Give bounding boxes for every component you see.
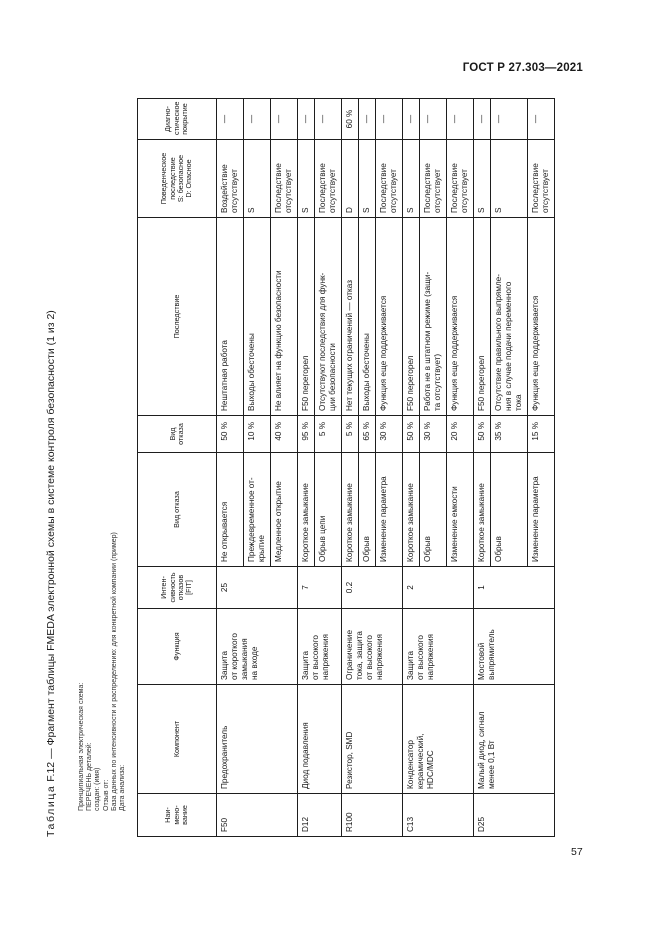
cell-dc: — bbox=[271, 99, 298, 140]
page-number: 57 bbox=[571, 846, 583, 858]
cell-mode: Короткое замыкание bbox=[474, 453, 491, 567]
cell-mode: Изменение емкости bbox=[447, 453, 474, 567]
cell-rate: 7 bbox=[298, 567, 342, 609]
cell-dist: 30 % bbox=[376, 416, 403, 453]
cell-effect: Нет текущих ограничений — отказ bbox=[342, 218, 359, 416]
cell-mode: Короткое замыкание bbox=[298, 453, 315, 567]
cell-name: C13 bbox=[403, 794, 474, 837]
cell-dc: 60 % bbox=[342, 99, 359, 140]
cell-function: Защита от короткого замыкания на входе bbox=[217, 609, 298, 685]
cell-dc: — bbox=[403, 99, 420, 140]
cell-function: Мостовой выпрямитель bbox=[474, 609, 555, 685]
cell-dist: 50 % bbox=[217, 416, 244, 453]
cell-dist: 10 % bbox=[244, 416, 271, 453]
col-header-rate: Интен- сивность отказов [FIT] bbox=[138, 567, 217, 609]
cell-mode: Изменение параметра bbox=[528, 453, 555, 567]
caption-text: — Фрагмент таблицы FMEDA электронной схемы в системе контроля безопасности (1 из 2) bbox=[45, 310, 57, 759]
cell-name: F50 bbox=[217, 794, 298, 837]
table-header-row bbox=[138, 99, 217, 837]
cell-class: D bbox=[342, 140, 359, 218]
cell-effect: Не влияет на функцию безопасности bbox=[271, 218, 298, 416]
col-header-dist: Вид отказа bbox=[138, 416, 217, 453]
cell-dc: — bbox=[447, 99, 474, 140]
table-row bbox=[298, 99, 315, 837]
cell-dist: 35 % bbox=[491, 416, 528, 453]
cell-rate: 2 bbox=[403, 567, 474, 609]
cell-rate: 25 bbox=[217, 567, 298, 609]
col-header-name: Наи- мено- вание bbox=[138, 794, 217, 837]
cell-dist: 50 % bbox=[403, 416, 420, 453]
cell-class: S bbox=[244, 140, 271, 218]
cell-dc: — bbox=[420, 99, 447, 140]
col-header-effect: Последствие bbox=[138, 218, 217, 416]
cell-function: Защита от высокого напряжения bbox=[298, 609, 342, 685]
cell-dc: — bbox=[359, 99, 376, 140]
cell-effect: F50 перегорел bbox=[298, 218, 315, 416]
table-caption bbox=[44, 99, 58, 837]
cell-effect: Выходы обесточены bbox=[359, 218, 376, 416]
cell-dist: 40 % bbox=[271, 416, 298, 453]
cell-dc: — bbox=[474, 99, 491, 140]
cell-component: Конденсатор керамический, HDC/MDC bbox=[403, 685, 474, 794]
cell-rate: 1 bbox=[474, 567, 555, 609]
cell-dc: — bbox=[244, 99, 271, 140]
cell-dc: — bbox=[315, 99, 342, 140]
cell-effect: Выходы обесточены bbox=[244, 218, 271, 416]
cell-dist: 5 % bbox=[342, 416, 359, 453]
cell-class: Воздействие отсутствует bbox=[217, 140, 244, 218]
cell-function: Защита от высокого напряжения bbox=[403, 609, 474, 685]
cell-effect: F50 перегорел bbox=[474, 218, 491, 416]
cell-name: D12 bbox=[298, 794, 342, 837]
cell-mode: Обрыв bbox=[491, 453, 528, 567]
cell-dist: 65 % bbox=[359, 416, 376, 453]
table-body bbox=[217, 99, 555, 837]
meta-line: Принципиальная электрическая схема: bbox=[78, 682, 85, 811]
cell-mode: Короткое замыкание bbox=[342, 453, 359, 567]
cell-mode: Обрыв цепи bbox=[315, 453, 342, 567]
cell-mode: Короткое замыкание bbox=[403, 453, 420, 567]
cell-rate: 0.2 bbox=[342, 567, 403, 609]
cell-effect: Функция еще поддерживается bbox=[528, 218, 555, 416]
cell-class: Последствие отсутствует bbox=[271, 140, 298, 218]
cell-component: Предохранитель bbox=[217, 685, 298, 794]
cell-component: Резистор, SMD bbox=[342, 685, 403, 794]
cell-mode: Обрыв bbox=[420, 453, 447, 567]
cell-effect: Функция еще поддерживается bbox=[447, 218, 474, 416]
cell-dist: 15 % bbox=[528, 416, 555, 453]
cell-mode: Медленное открытие bbox=[271, 453, 298, 567]
cell-name: D25 bbox=[474, 794, 555, 837]
col-header-dc: Диагно- стическое покрытие bbox=[138, 99, 217, 140]
col-header-mode: Вид отказа bbox=[138, 453, 217, 567]
cell-effect: Работа не в штатном режиме (защи- та отсутствует) bbox=[420, 218, 447, 416]
rotated-table-area bbox=[44, 99, 582, 837]
caption-label: Таблица bbox=[45, 784, 57, 837]
cell-class: Последствие отсутствует bbox=[315, 140, 342, 218]
cell-mode: Преждевременное от- крытие bbox=[244, 453, 271, 567]
standard-header: ГОСТ Р 27.303—2021 bbox=[462, 62, 583, 74]
table-row bbox=[342, 99, 359, 837]
cell-component: Малый диод, сигнал менее 0,1 Вт bbox=[474, 685, 555, 794]
fmeda-table bbox=[137, 98, 555, 837]
cell-dist: 50 % bbox=[474, 416, 491, 453]
cell-dist: 20 % bbox=[447, 416, 474, 453]
cell-name: R100 bbox=[342, 794, 403, 837]
cell-class: Последствие отсутствует bbox=[376, 140, 403, 218]
cell-class: S bbox=[403, 140, 420, 218]
table-row bbox=[217, 99, 244, 837]
meta-line: Дата анализа: bbox=[119, 764, 127, 811]
cell-function: Ограничение тока, защита от высокого напряжения bbox=[342, 609, 403, 685]
cell-class: S bbox=[491, 140, 528, 218]
cell-effect: Отсутствие правильного выпрямле- ния в случае подачи переменного тока bbox=[491, 218, 528, 416]
cell-mode: Не открывается bbox=[217, 453, 244, 567]
cell-mode: Обрыв bbox=[359, 453, 376, 567]
cell-dist: 95 % bbox=[298, 416, 315, 453]
table-row bbox=[403, 99, 420, 837]
meta-line: Отзыв от: bbox=[102, 779, 110, 811]
analysis-metadata bbox=[78, 532, 127, 811]
cell-class: Последствие отсутствует bbox=[420, 140, 447, 218]
cell-dc: — bbox=[491, 99, 528, 140]
cell-effect: F50 перегорел bbox=[403, 218, 420, 416]
cell-class: Последствие отсутствует bbox=[447, 140, 474, 218]
cell-class: S bbox=[474, 140, 491, 218]
meta-line: создан: (имя) bbox=[94, 767, 102, 811]
meta-line: ПЕРЕЧЕНЬ деталей: bbox=[86, 742, 94, 811]
col-header-class: Поведенческое последствие S: безопасное D: Опасное bbox=[138, 140, 217, 218]
cell-component: Диод подавления bbox=[298, 685, 342, 794]
cell-class: Последствие отсутствует bbox=[528, 140, 555, 218]
cell-dist: 30 % bbox=[420, 416, 447, 453]
meta-line: База данных по интенсивности и распределению: для конкретной компании (пример) bbox=[110, 532, 118, 811]
cell-dc: — bbox=[217, 99, 244, 140]
col-header-component: Компонент bbox=[138, 685, 217, 794]
table-row bbox=[474, 99, 491, 837]
cell-class: S bbox=[298, 140, 315, 218]
cell-class: S bbox=[359, 140, 376, 218]
cell-dc: — bbox=[376, 99, 403, 140]
cell-effect: Функция еще поддерживается bbox=[376, 218, 403, 416]
cell-dc: — bbox=[528, 99, 555, 140]
cell-dist: 5 % bbox=[315, 416, 342, 453]
col-header-function: Функция bbox=[138, 609, 217, 685]
cell-mode: Изменение параметра bbox=[376, 453, 403, 567]
cell-effect: Нештатная работа bbox=[217, 218, 244, 416]
caption-number: F.12 bbox=[45, 761, 57, 782]
cell-effect: Отсутствуют последствия для функ- ции безопасности bbox=[315, 218, 342, 416]
cell-dc: — bbox=[298, 99, 315, 140]
